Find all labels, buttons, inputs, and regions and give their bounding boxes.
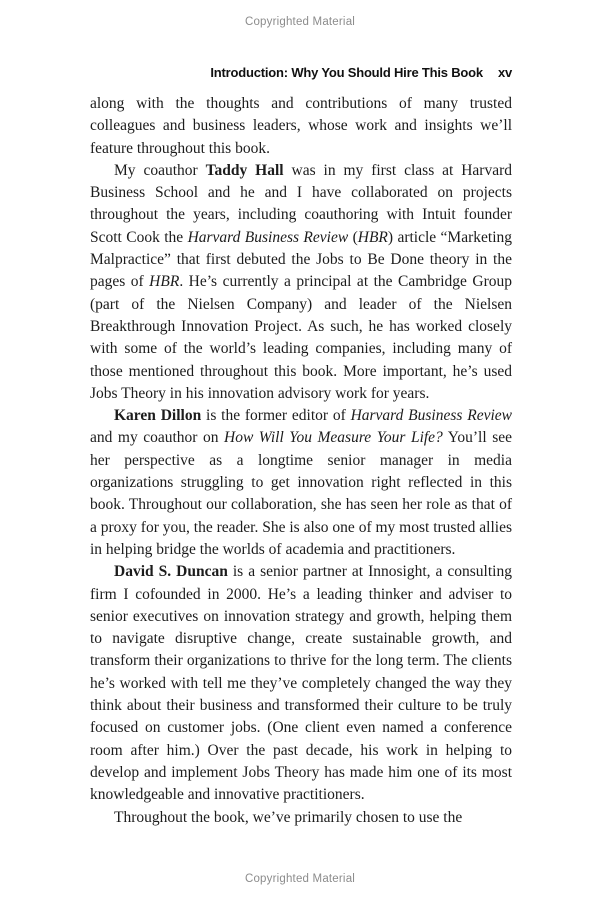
paragraph <box>90 93 512 160</box>
text-run: You’ll see her perspective as a longtime senior manager in media organizations struggling to get innovation right reflected in this book. Throughout our collaboration, she has seen her role as that of a proxy for you, the reader. She is also one of my most trusted allies in helping bridge the worlds of academia and practitioners. <box>90 429 512 558</box>
header-title: Introduction: Why You Should Hire This Book <box>210 65 483 80</box>
paragraph <box>90 807 512 829</box>
text-run: HBR <box>357 228 388 246</box>
text-run: ) article “Marketing Malpractice” that first debuted the Jobs to Be Done theory in the pages of <box>90 228 513 291</box>
text-run: is the former editor of <box>201 407 351 425</box>
text-run: . He’s currently a principal at the Cambridge Group (part of the Nielsen Company) and leader of the Nielsen Breakthrough Innovation Project. As such, he has worked closely with some of the world’s leading companies, including many of those mentioned throughout this book. More important, he’s used Jobs Theory in his innovation advisory work for years. <box>90 273 512 402</box>
text-run: Karen Dillon <box>114 407 202 425</box>
text-run: Taddy Hall <box>205 161 284 179</box>
text-run: My coauthor <box>114 161 206 179</box>
text-run: was in my first class at Harvard Business School and he and I have collaborated on projects throughout the years, including coauthoring with Intuit founder Scott Cook the <box>90 161 513 246</box>
text-run: is a senior partner at Innosight, a consulting firm I cofounded in 2000. He’s a leading thinker and adviser to senior executives on innovation strategy and growth, helping them to navigate disruptive change, create sustainable growth, and transform their organizations to thrive for the long term. The clients he’s worked with tell me they’ve completely changed the way they think about their business and transformed their culture to be truly focused on customer jobs. (One client even named a conference room after him.) Over the past decade, his work in helping to develop and implement Jobs Theory has made him one of its most knowledgeable and innovative practitioners. <box>90 563 512 804</box>
text-run: David S. Duncan <box>114 563 228 581</box>
text-run: along with the thoughts and contributions of many trusted colleagues and business leaders, whose work and insights we’ll feature throughout this book. <box>90 95 512 157</box>
text-run: Throughout the book, we’ve primarily chosen to use the <box>114 808 463 826</box>
text-run: Harvard Business Review <box>187 228 349 246</box>
paragraph <box>90 561 512 806</box>
page-number: xv <box>497 65 512 80</box>
copyright-notice-top: Copyrighted Material <box>244 16 356 28</box>
text-run: HBR <box>149 273 180 291</box>
text-run: Harvard Business Review <box>350 407 512 425</box>
running-header <box>90 65 512 80</box>
body-text <box>90 93 512 829</box>
text-run: How Will You Measure Your Life? <box>224 429 443 447</box>
copyright-notice-bottom: Copyrighted Material <box>244 873 356 885</box>
text-run: and my coauthor on <box>90 429 224 447</box>
paragraph <box>90 405 512 561</box>
paragraph <box>90 160 512 405</box>
text-run: ( <box>348 228 358 246</box>
